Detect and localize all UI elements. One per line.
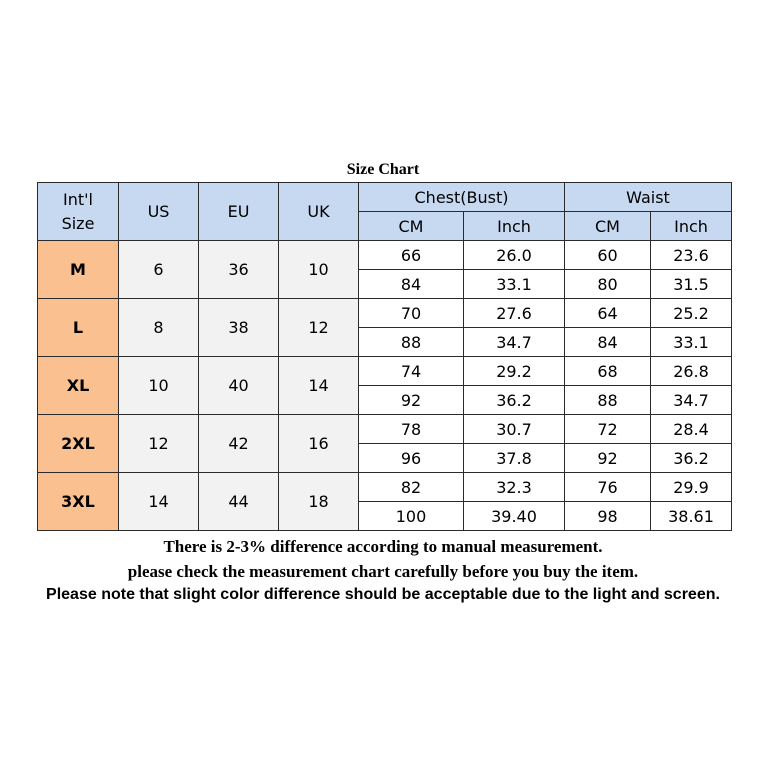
chest-inch-value: 29.2: [464, 357, 565, 386]
chest-cm-value: 84: [359, 270, 464, 299]
note-color-difference: Please note that slight color difference should be acceptable due to the light and screen.: [46, 586, 720, 603]
waist-cm-value: 76: [565, 473, 651, 502]
size-label: XL: [38, 357, 119, 415]
chest-cm-value: 92: [359, 386, 464, 415]
waist-cm-value: 80: [565, 270, 651, 299]
eu-size: 42: [199, 415, 279, 473]
chest-inch-value: 39.40: [464, 502, 565, 531]
us-size: 10: [119, 357, 199, 415]
chest-cm-value: 82: [359, 473, 464, 502]
us-size: 14: [119, 473, 199, 531]
waist-cm-value: 84: [565, 328, 651, 357]
chest-inch-value: 36.2: [464, 386, 565, 415]
header-chest-cm: CM: [359, 212, 464, 241]
waist-inch-value: 36.2: [651, 444, 732, 473]
eu-size: 44: [199, 473, 279, 531]
header-uk: UK: [279, 183, 359, 241]
waist-cm-value: 88: [565, 386, 651, 415]
waist-inch-value: 33.1: [651, 328, 732, 357]
waist-cm-value: 64: [565, 299, 651, 328]
chest-cm-value: 78: [359, 415, 464, 444]
waist-cm-value: 98: [565, 502, 651, 531]
waist-inch-value: 29.9: [651, 473, 732, 502]
chest-cm-value: 96: [359, 444, 464, 473]
size-label: 2XL: [38, 415, 119, 473]
uk-size: 12: [279, 299, 359, 357]
header-waist: Waist: [565, 183, 732, 212]
size-label: 3XL: [38, 473, 119, 531]
header-row-top: [38, 183, 732, 212]
waist-inch-value: 34.7: [651, 386, 732, 415]
waist-inch-value: 25.2: [651, 299, 732, 328]
header-eu: EU: [199, 183, 279, 241]
waist-inch-value: 23.6: [651, 241, 732, 270]
chest-cm-value: 70: [359, 299, 464, 328]
note-check-chart: please check the measurement chart carefully before you buy the item.: [127, 562, 639, 581]
chart-title: Size Chart: [346, 161, 420, 178]
chest-inch-value: 32.3: [464, 473, 565, 502]
table-row: [38, 415, 732, 444]
waist-inch-value: 28.4: [651, 415, 732, 444]
uk-size: 14: [279, 357, 359, 415]
uk-size: 10: [279, 241, 359, 299]
table-row: [38, 357, 732, 386]
chest-inch-value: 33.1: [464, 270, 565, 299]
chest-cm-value: 88: [359, 328, 464, 357]
size-label: L: [38, 299, 119, 357]
eu-size: 40: [199, 357, 279, 415]
chest-inch-value: 34.7: [464, 328, 565, 357]
waist-cm-value: 72: [565, 415, 651, 444]
table-row: [38, 299, 732, 328]
header-chest: Chest(Bust): [359, 183, 565, 212]
waist-inch-value: 31.5: [651, 270, 732, 299]
chest-inch-value: 37.8: [464, 444, 565, 473]
chest-cm-value: 100: [359, 502, 464, 531]
table-row: [38, 241, 732, 270]
chest-inch-value: 30.7: [464, 415, 565, 444]
chest-cm-value: 66: [359, 241, 464, 270]
size-chart-table: [37, 182, 732, 531]
waist-cm-value: 60: [565, 241, 651, 270]
us-size: 6: [119, 241, 199, 299]
chest-inch-value: 26.0: [464, 241, 565, 270]
chest-inch-value: 27.6: [464, 299, 565, 328]
header-waist-inch: Inch: [651, 212, 732, 241]
header-intl-size: [38, 183, 119, 241]
header-intl-line1: Int'l: [63, 189, 93, 209]
waist-cm-value: 92: [565, 444, 651, 473]
eu-size: 36: [199, 241, 279, 299]
table-row: [38, 473, 732, 502]
size-label: M: [38, 241, 119, 299]
header-intl-line2: Size: [61, 213, 95, 233]
header-waist-cm: CM: [565, 212, 651, 241]
uk-size: 16: [279, 415, 359, 473]
uk-size: 18: [279, 473, 359, 531]
waist-inch-value: 38.61: [651, 502, 732, 531]
us-size: 8: [119, 299, 199, 357]
chest-cm-value: 74: [359, 357, 464, 386]
note-measurement-difference: There is 2-3% difference according to manual measurement.: [163, 537, 603, 556]
header-chest-inch: Inch: [464, 212, 565, 241]
waist-inch-value: 26.8: [651, 357, 732, 386]
header-us: US: [119, 183, 199, 241]
eu-size: 38: [199, 299, 279, 357]
waist-cm-value: 68: [565, 357, 651, 386]
us-size: 12: [119, 415, 199, 473]
